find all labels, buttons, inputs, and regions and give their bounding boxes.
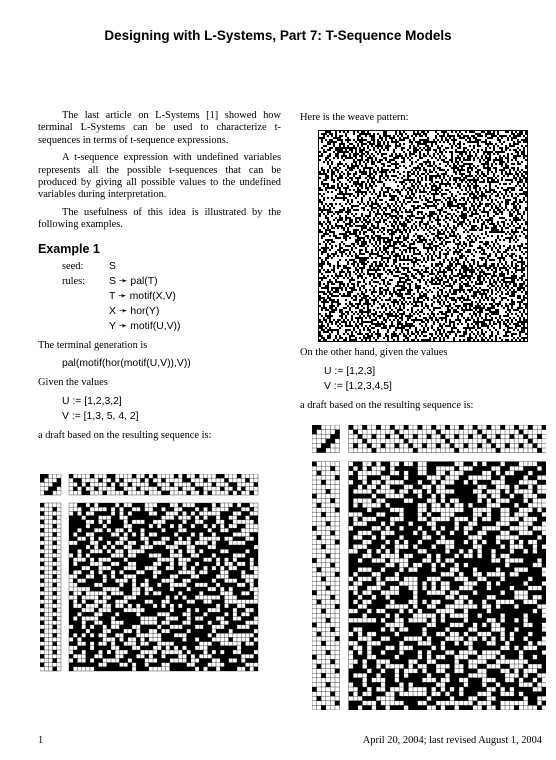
page-number: 1 (38, 735, 44, 746)
rule-item: S ➛ pal(T) (109, 276, 158, 288)
treadling-grid (40, 503, 61, 671)
drawdown-grid (349, 462, 546, 710)
left-column (38, 110, 281, 442)
right-column (300, 112, 545, 124)
rule-row (62, 289, 281, 304)
value-u: U := [1,2,3,2] (62, 395, 122, 407)
weave-pattern-image (318, 130, 528, 342)
rule-row (62, 319, 281, 334)
rules-label: rules: (62, 276, 86, 288)
weave-intro: Here is the weave pattern: (300, 112, 409, 123)
terminal-intro: The terminal generation is (38, 340, 148, 352)
footer-date: April 20, 2004; last revised August 1, 2004 (362, 735, 542, 746)
threading-grid (69, 474, 258, 495)
example-heading: Example 1 (38, 241, 100, 256)
rule-item: X ➛ hor(Y) (109, 306, 160, 318)
given-intro: Given the values (38, 377, 108, 389)
seed-label: seed: (62, 261, 84, 273)
tieup-grid (40, 474, 61, 495)
intro-paragraph-3: The usefulness of this idea is illustrated by the following examples. (38, 206, 281, 231)
draft-diagram-left (40, 474, 276, 696)
draft-intro: a draft based on the resulting sequence is: (38, 429, 212, 441)
draft-intro-right: a draft based on the resulting sequence is: (300, 400, 474, 412)
intro-paragraph-2: A t-sequence expression with undefined variables represents all the possible t-sequences that can be produced by giving all possible values to the undefined variables during interpretation. (38, 152, 281, 201)
value-v: V := [1,3, 5, 4, 2] (62, 410, 139, 422)
rule-item: Y ➛ motif(U,V)) (109, 321, 181, 333)
rule-item: T ➛ motif(X,V) (109, 291, 176, 303)
seed-row (62, 259, 281, 274)
other-hand-text: On the other hand, given the values (300, 347, 448, 358)
right-column-lower (300, 347, 545, 413)
draft-diagram-right (312, 425, 546, 710)
lsystem-definition (62, 259, 281, 334)
intro-paragraph-1: The last article on L-Systems [1] showed how terminal L-Systems can be used to characterize t-sequences in terms of t-sequence expressions. (38, 110, 281, 146)
treadling-grid (312, 462, 340, 710)
value-v-right: V := [1,2,3,4,5] (324, 381, 392, 393)
tieup-grid (312, 425, 340, 453)
rule-row (62, 274, 281, 289)
page-title: Designing with L-Systems, Part 7: T-Sequence Models (104, 28, 452, 43)
value-u-right: U := [1,2,3] (324, 366, 376, 378)
seed-value: S (109, 261, 116, 273)
rule-row (62, 304, 281, 319)
terminal-expression: pal(motif(hor(motif(U,V)),V)) (62, 358, 191, 370)
drawdown-grid (69, 503, 258, 671)
threading-grid (349, 425, 546, 453)
